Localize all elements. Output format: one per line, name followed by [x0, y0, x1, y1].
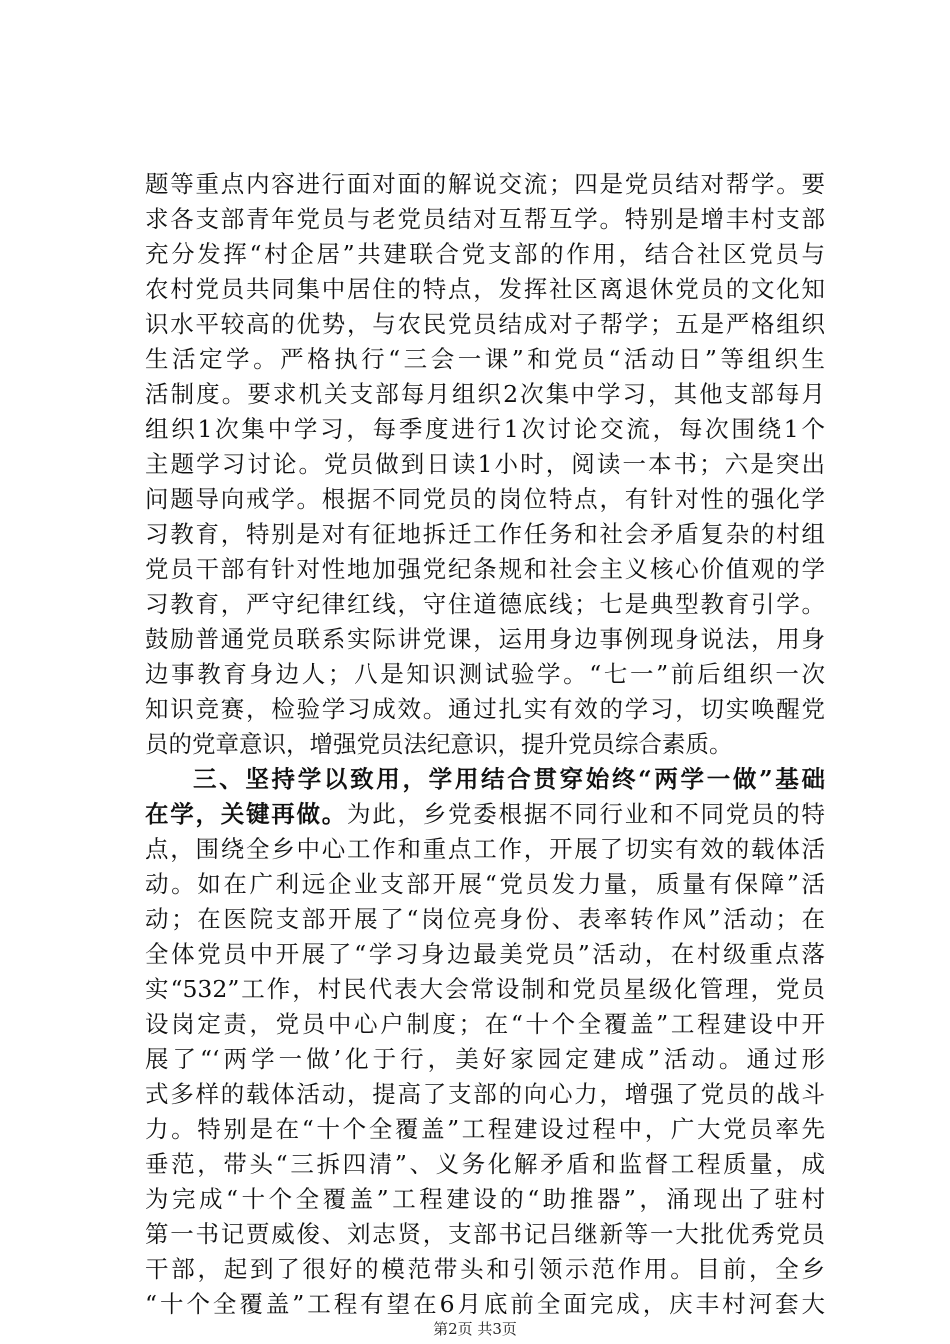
paragraph-line: 动。如在广利远企业支部开展“党员发力量，质量有保障”活	[145, 870, 825, 898]
paragraph-line: 为完成“十个全覆盖”工程建设的“助推器”，涌现出了驻村	[145, 1185, 825, 1213]
paragraph-line: 第一书记贾威俊、刘志贤，支部书记吕继新等一大批优秀党员	[145, 1220, 825, 1248]
paragraph-line: 求各支部青年党员与老党员结对互帮互学。特别是增丰村支部	[145, 205, 825, 233]
paragraph-line: “十个全覆盖”工程有望在6月底前全面完成，庆丰村河套大	[145, 1290, 825, 1318]
paragraph-line: 党员干部有针对性地加强党纪条规和社会主义核心价值观的学	[145, 555, 825, 583]
paragraph-line: 式多样的载体活动，提高了支部的向心力，增强了党员的战斗	[145, 1080, 825, 1108]
paragraph-line: 实“532”工作，村民代表大会常设制和党员星级化管理，党员	[145, 975, 825, 1003]
paragraph-line: 边事教育身边人；八是知识测试验学。“七一”前后组织一次	[145, 660, 825, 688]
paragraph-line: 识水平较高的优势，与农民党员结成对子帮学；五是严格组织	[145, 310, 825, 338]
paragraph-line: 点，围绕全乡中心工作和重点工作，开展了切实有效的载体活	[145, 835, 825, 863]
paragraph-line: 习教育，特别是对有征地拆迁工作任务和社会矛盾复杂的村组	[145, 520, 825, 548]
section-heading-bold: 在学，关键再做。	[145, 800, 347, 828]
paragraph-line: 力。特别是在“十个全覆盖”工程建设过程中，广大党员率先	[145, 1115, 825, 1143]
paragraph-line: 全体党员中开展了“学习身边最美党员”活动，在村级重点落	[145, 940, 825, 968]
paragraph-line: 充分发挥“村企居”共建联合党支部的作用，结合社区党员与	[145, 240, 825, 268]
section-heading-line2	[145, 796, 825, 832]
paragraph-line: 知识竞赛，检验学习成效。通过扎实有效的学习，切实唤醒党	[145, 695, 825, 723]
paragraph-line: 活制度。要求机关支部每月组织2次集中学习，其他支部每月	[145, 380, 825, 408]
paragraph-line: 组织1次集中学习，每季度进行1次讨论交流，每次围绕1个	[145, 415, 825, 443]
paragraph-line: 农村党员共同集中居住的特点，发挥社区离退休党员的文化知	[145, 275, 825, 303]
paragraph-line: 题等重点内容进行面对面的解说交流；四是党员结对帮学。要	[145, 170, 825, 198]
paragraph-line: 动；在医院支部开展了“岗位亮身份、表率转作风”活动；在	[145, 905, 825, 933]
paragraph-line: 干部，起到了很好的模范带头和引领示范作用。目前，全乡	[145, 1255, 825, 1283]
paragraph-line: 展了“‘两学一做’化于行，美好家园定建成”活动。通过形	[145, 1045, 825, 1073]
paragraph-line: 问题导向戒学。根据不同党员的岗位特点，有针对性的强化学	[145, 485, 825, 513]
paragraph-line: 主题学习讨论。党员做到日读1小时，阅读一本书；六是突出	[145, 450, 825, 478]
paragraph-line: 生活定学。严格执行“三会一课”和党员“活动日”等组织生	[145, 345, 825, 373]
paragraph-line: 员的党章意识，增强党员法纪意识，提升党员综合素质。	[145, 730, 733, 758]
paragraph-line: 垂范，带头“三拆四清”、义务化解矛盾和监督工程质量，成	[145, 1150, 825, 1178]
paragraph-line: 习教育，严守纪律红线，守住道德底线；七是典型教育引学。	[145, 590, 825, 618]
paragraph-line: 鼓励普通党员联系实际讲党课，运用身边事例现身说法，用身	[145, 625, 825, 653]
paragraph-line: 设岗定责，党员中心户制度；在“十个全覆盖”工程建设中开	[145, 1010, 825, 1038]
page-footer: 第2页 共3页	[433, 1320, 517, 1338]
section-heading-rest: 为此，乡党委根据不同行业和不同党员的特	[347, 800, 825, 828]
section-heading: 三、坚持学以致用，学用结合贯穿始终“两学一做”基础	[193, 765, 825, 793]
